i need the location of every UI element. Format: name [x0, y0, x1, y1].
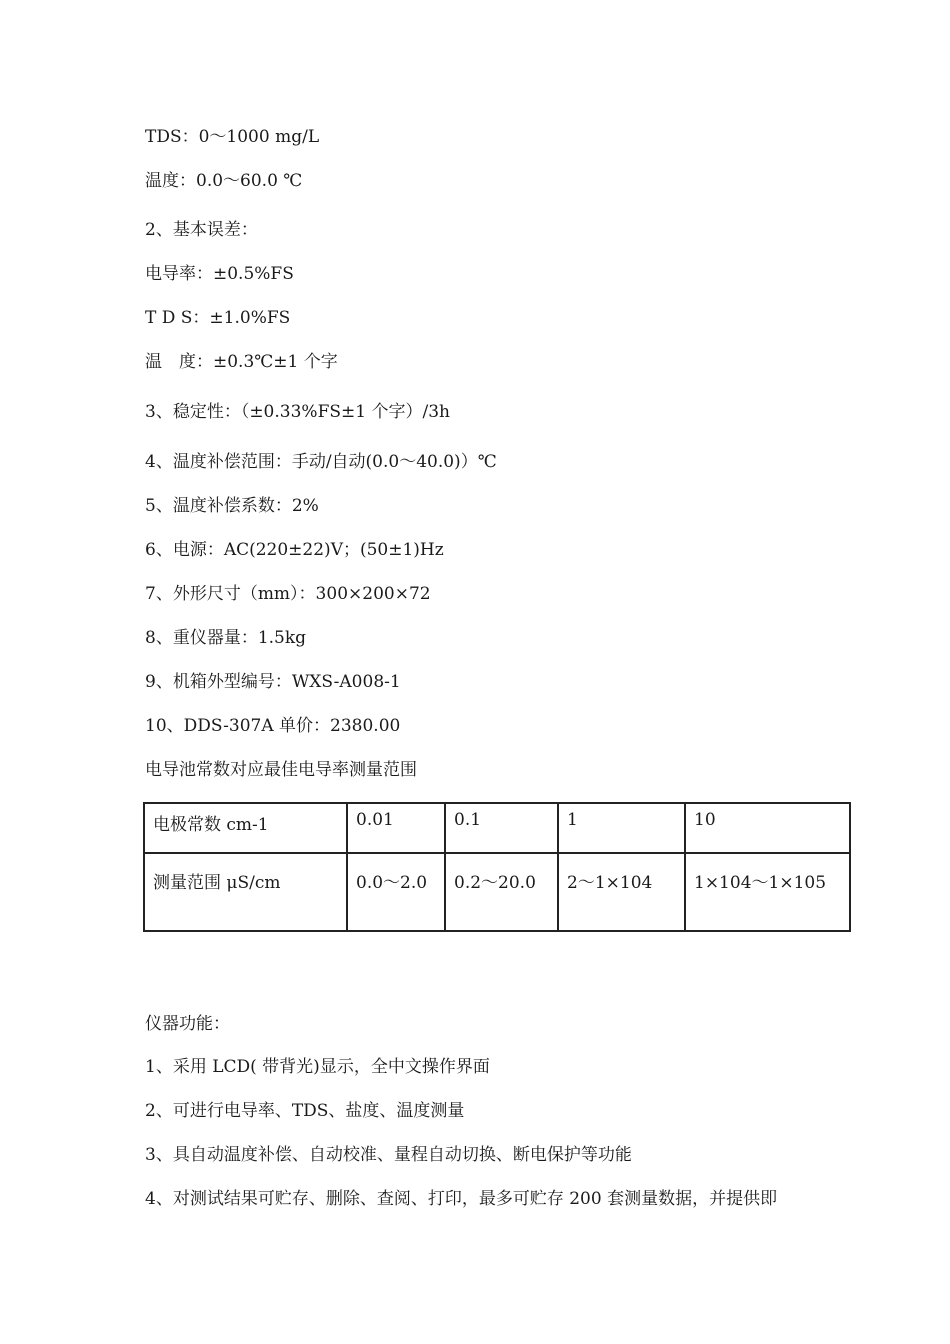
function-line-data-storage: 4、对测试结果可贮存、删除、查阅、打印，最多可贮存 200 套测量数据，并提供即 [145, 1189, 778, 1209]
function-line-auto-features: 3、具自动温度补偿、自动校准、量程自动切换、断电保护等功能 [145, 1145, 632, 1165]
spec-line-case-model: 9、机箱外型编号：WXS-A008-1 [145, 672, 401, 692]
spec-line-tds-range: TDS：0～1000 mg/L [145, 127, 320, 147]
measurement-range-table [143, 802, 851, 932]
table-row [144, 853, 850, 931]
table-cell: 电极常数 cm-1 [144, 803, 347, 853]
table-cell: 2～1×104 [558, 853, 685, 931]
spec-line-conductivity-error: 电导率：±0.5%FS [145, 264, 294, 284]
spec-heading-basic-error: 2、基本误差： [145, 220, 258, 240]
table-row [144, 803, 850, 853]
table-cell: 0.0～2.0 [347, 853, 445, 931]
table-cell: 1×104～1×105 [685, 853, 850, 931]
table-cell: 0.2～20.0 [445, 853, 558, 931]
functions-heading: 仪器功能： [145, 1014, 230, 1034]
spec-line-dimensions: 7、外形尺寸（mm）：300×200×72 [145, 584, 431, 604]
spec-line-weight: 8、重仪器量：1.5kg [145, 628, 307, 648]
table-cell: 10 [685, 803, 850, 853]
spec-line-stability: 3、稳定性：（±0.33%FS±1 个字）/3h [145, 402, 450, 422]
spec-line-power: 6、电源：AC(220±22)V；(50±1)Hz [145, 540, 444, 560]
spec-line-temp-range: 温度：0.0～60.0 ℃ [145, 171, 303, 191]
table-cell: 测量范围 μS/cm [144, 853, 347, 931]
spec-line-temp-comp-coef: 5、温度补偿系数：2% [145, 496, 319, 516]
table-caption: 电导池常数对应最佳电导率测量范围 [145, 760, 417, 780]
table-cell: 0.01 [347, 803, 445, 853]
spec-line-unit-price: 10、DDS-307A 单价：2380.00 [145, 716, 401, 736]
spec-line-temp-comp-range: 4、温度补偿范围：手动/自动(0.0～40.0)）℃ [145, 452, 497, 472]
table-cell: 0.1 [445, 803, 558, 853]
table-cell: 1 [558, 803, 685, 853]
function-line-measurements: 2、可进行电导率、TDS、盐度、温度测量 [145, 1101, 465, 1121]
spec-line-tds-error: T D S：±1.0%FS [145, 308, 291, 328]
spec-line-temp-error: 温 度：±0.3℃±1 个字 [145, 352, 338, 372]
function-line-display: 1、采用 LCD( 带背光)显示，全中文操作界面 [145, 1057, 490, 1077]
